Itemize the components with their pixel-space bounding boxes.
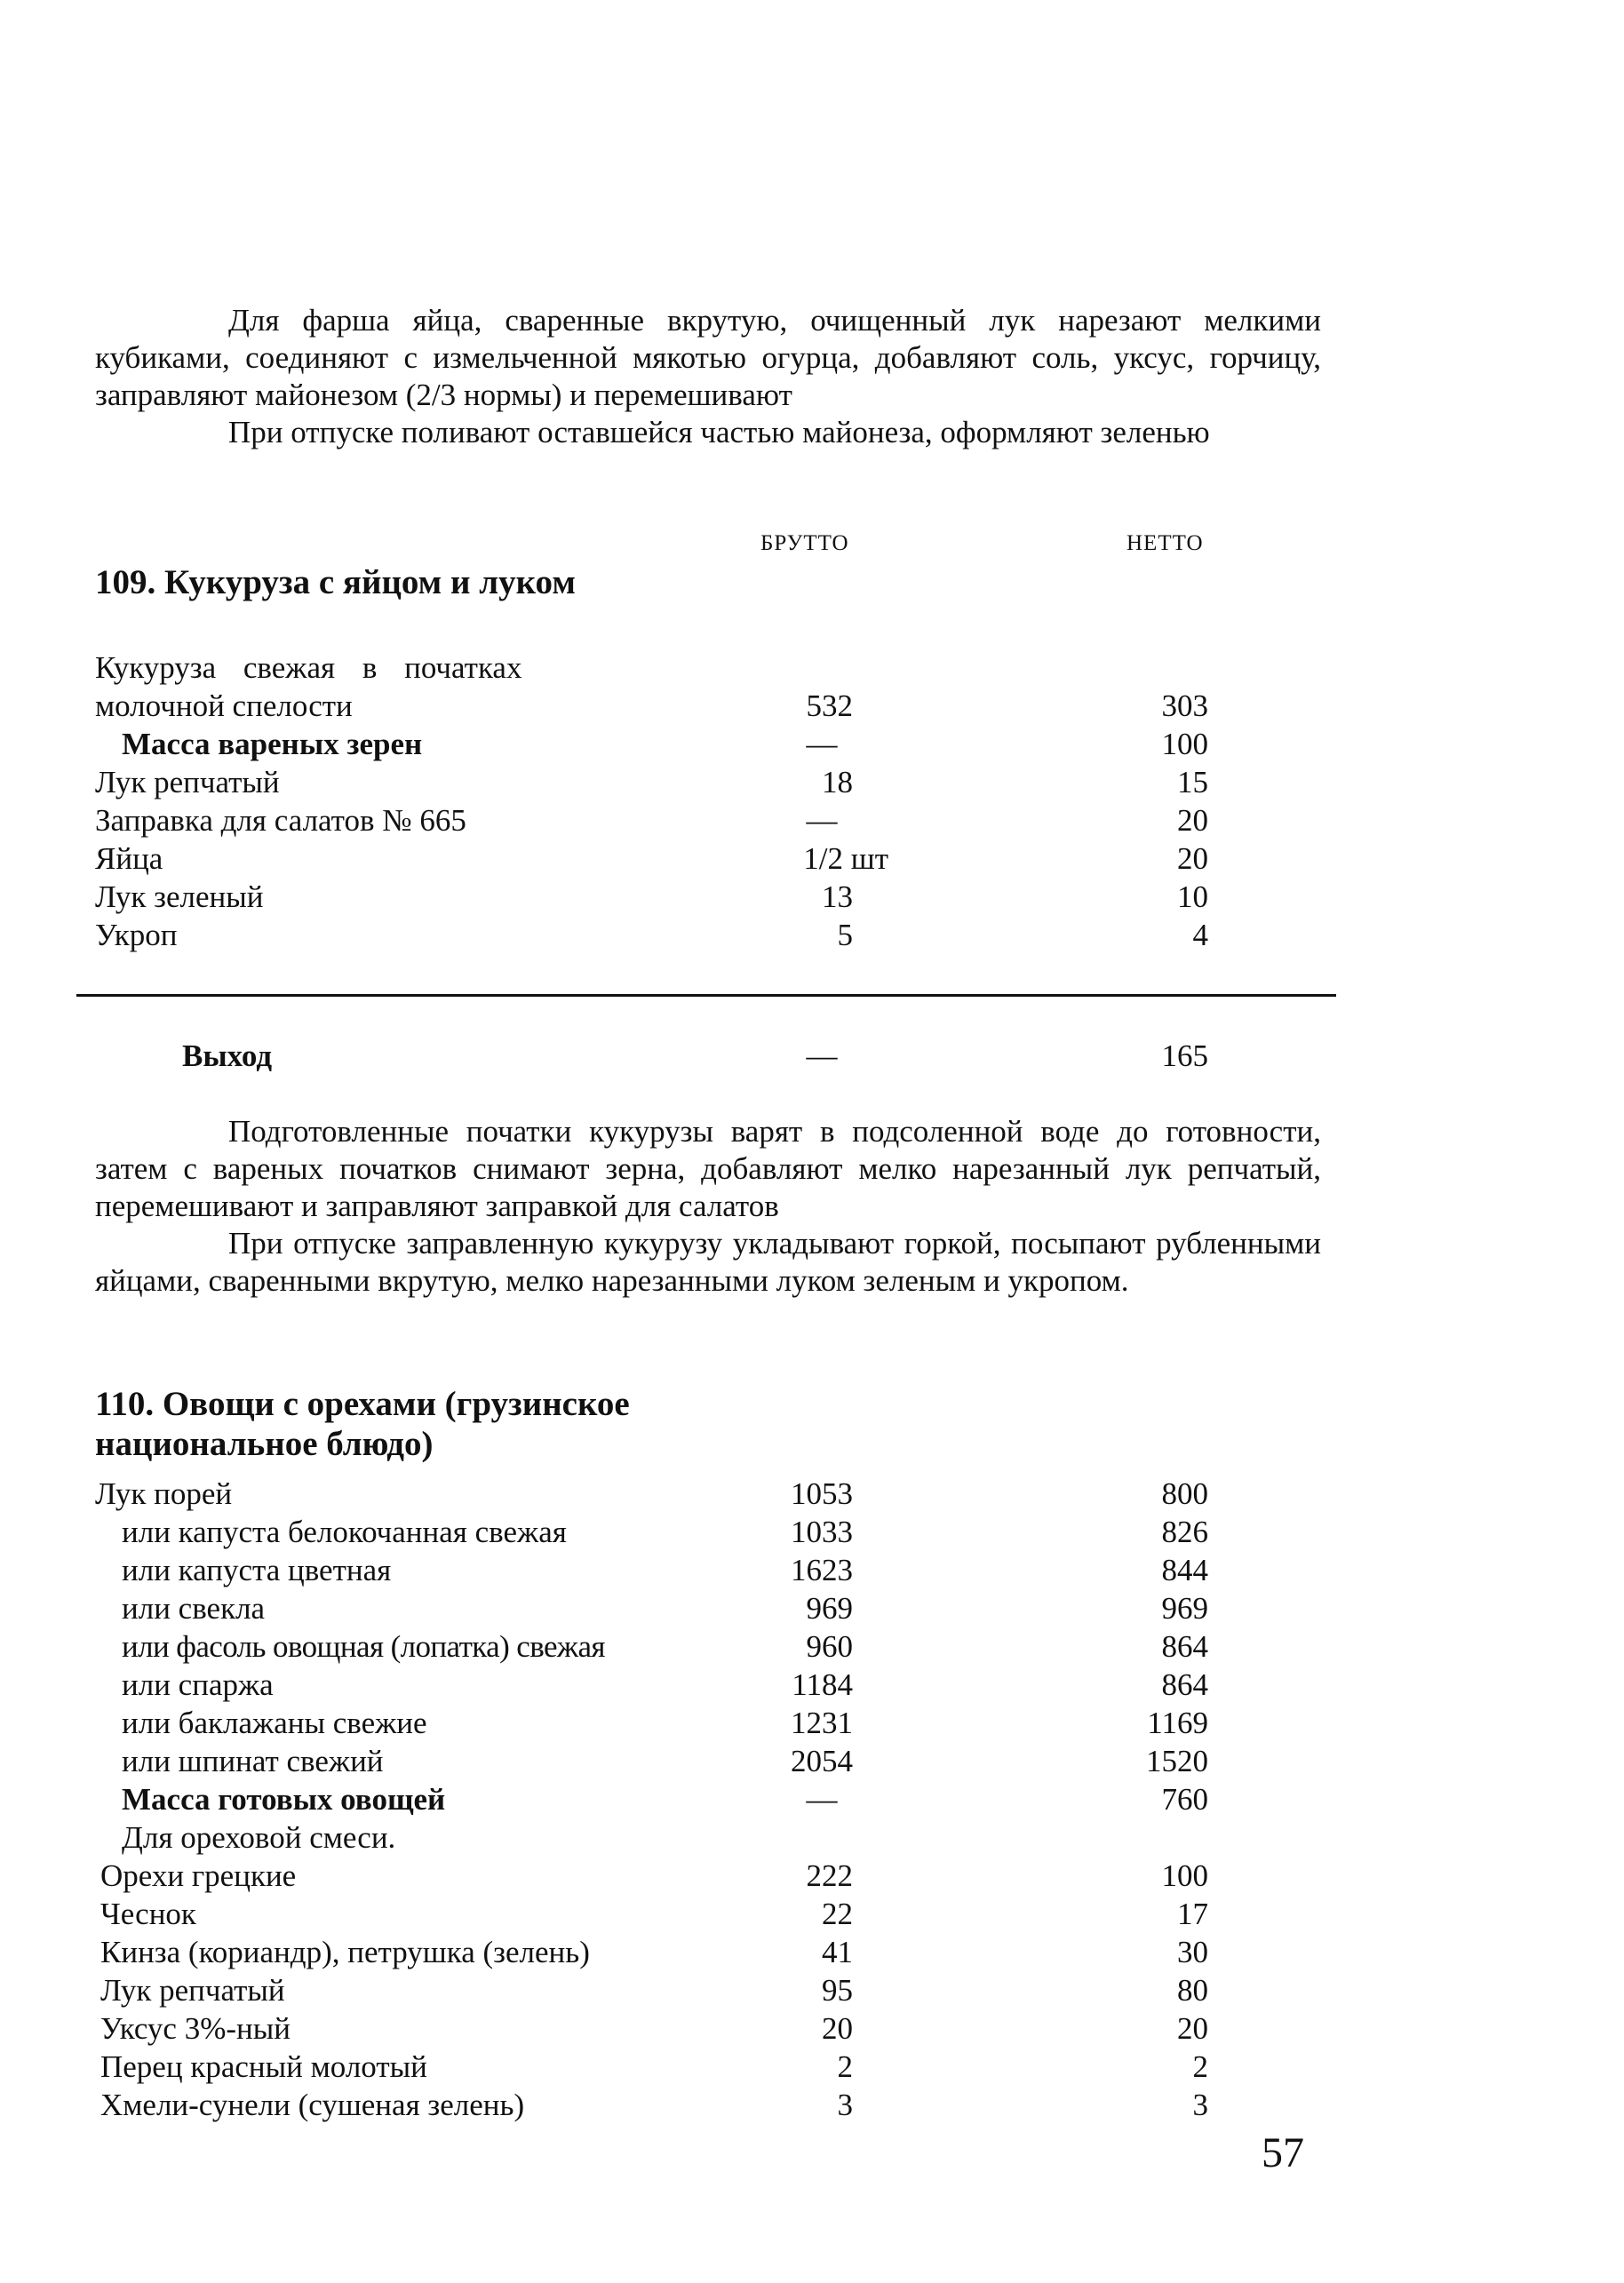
brutto-value: 22	[822, 1897, 853, 1931]
netto-value: 20	[1177, 841, 1208, 876]
yield-brutto: —	[806, 1038, 838, 1073]
ingredient-name: Уксус 3%-ный	[100, 2011, 291, 2046]
ingredient-name: Кукуруза свежая в початках	[95, 650, 522, 685]
brutto-value: —	[806, 803, 838, 838]
brutto-value: 18	[822, 765, 853, 799]
ingredient-name: или спаржа	[122, 1667, 274, 1702]
ingredient-name: Лук порей	[95, 1476, 233, 1511]
netto-value: 864	[1161, 1667, 1208, 1702]
netto-value: 2	[1192, 2049, 1208, 2084]
yield-label: Выход	[182, 1038, 273, 1073]
recipe-109-method	[95, 1113, 1321, 1300]
netto-value: 844	[1161, 1553, 1208, 1587]
netto-value: 3	[1192, 2088, 1208, 2122]
netto-value: 10	[1177, 879, 1208, 914]
brutto-value: 222	[806, 1858, 853, 1893]
brutto-value: 969	[806, 1591, 853, 1626]
ingredient-name: или баклажаны свежие	[122, 1706, 427, 1740]
ingredient-name: Лук репчатый	[95, 765, 280, 799]
netto-value: 800	[1161, 1476, 1208, 1511]
column-header-netto: НЕТТО	[1126, 531, 1204, 555]
intro-paragraph-1: Для фарша яйца, сваренные вкрутую, очищенный лук нарезают мелкими кубиками, соединяют с измельченной мякотью огурца, добавляют соль, уксус, горчицу, заправляют майонезом (2/3 нормы) и перемешивают	[95, 303, 1321, 412]
netto-value: 15	[1177, 765, 1208, 799]
brutto-value: 532	[806, 688, 853, 723]
ingredient-name: или капуста цветная	[122, 1553, 392, 1587]
brutto-value: 1623	[791, 1553, 853, 1587]
intro-text	[95, 302, 1321, 451]
method-paragraph-1: Подготовленные початки кукурузы варят в подсоленной воде до готовности, затем с вареных початков снимают зерна, добавляют мелко нарезанный лук репчатый, перемешивают и заправляют заправкой для салатов	[95, 1114, 1321, 1223]
brutto-value: 1231	[791, 1706, 853, 1740]
brutto-value: 1/2 шт	[803, 841, 888, 876]
ingredient-name: Перец красный молотый	[100, 2049, 427, 2084]
brutto-value: 41	[822, 1935, 853, 1969]
netto-value: 969	[1161, 1591, 1208, 1626]
netto-value: 100	[1161, 1858, 1208, 1893]
ingredient-name: Масса вареных зерен	[122, 727, 423, 761]
ingredient-name: Для ореховой смеси.	[122, 1820, 396, 1855]
netto-value: 1520	[1146, 1744, 1208, 1778]
page-number: 57	[1262, 2129, 1304, 2176]
ingredient-name: Масса готовых овощей	[122, 1782, 446, 1817]
brutto-value: 960	[806, 1629, 853, 1664]
ingredient-name: Заправка для салатов № 665	[95, 803, 466, 838]
column-header-brutto: БРУТТО	[760, 531, 849, 555]
brutto-value: 95	[822, 1973, 853, 2008]
brutto-value: 1053	[791, 1476, 853, 1511]
ingredient-name: Яйца	[95, 841, 163, 876]
ingredient-name: Чеснок	[100, 1897, 196, 1931]
netto-value: 826	[1161, 1515, 1208, 1549]
brutto-value: 3	[837, 2088, 853, 2122]
ingredient-name: Кинза (кориандр), петрушка (зелень)	[100, 1935, 590, 1969]
ingredient-name: или фасоль овощная (лопатка) свежая	[122, 1629, 605, 1664]
intro-paragraph-2: При отпуске поливают оставшейся частью майонеза, оформляют зеленью	[228, 415, 1210, 449]
ingredient-name: молочной спелости	[95, 688, 353, 723]
netto-value: 864	[1161, 1629, 1208, 1664]
horizontal-rule	[76, 994, 1336, 997]
netto-value: 20	[1177, 803, 1208, 838]
brutto-value: 1033	[791, 1515, 853, 1549]
ingredient-name: Лук зеленый	[95, 879, 264, 914]
brutto-value: —	[806, 1782, 838, 1817]
ingredient-name: или капуста белокочанная свежая	[122, 1515, 567, 1549]
ingredient-name: или свекла	[122, 1591, 266, 1626]
brutto-value: —	[806, 727, 838, 761]
netto-value: 20	[1177, 2011, 1208, 2046]
brutto-value: 5	[837, 918, 853, 952]
brutto-value: 2	[837, 2049, 853, 2084]
brutto-value: 1184	[792, 1667, 853, 1702]
netto-value: 4	[1192, 918, 1208, 952]
ingredient-name: Укроп	[95, 918, 178, 952]
yield-netto: 165	[1161, 1038, 1208, 1073]
netto-value: 760	[1161, 1782, 1208, 1817]
ingredient-name: Орехи грецкие	[100, 1858, 297, 1893]
method-paragraph-2: При отпуске заправленную кукурузу укладывают горкой, посыпают рубленными яйцами, сваренными вкрутую, мелко нарезанными луком зеленым и укропом.	[95, 1226, 1321, 1298]
ingredient-name: Хмели-сунели (сушеная зелень)	[100, 2088, 525, 2122]
netto-value: 80	[1177, 1973, 1208, 2008]
netto-value: 303	[1161, 688, 1208, 723]
netto-value: 30	[1177, 1935, 1208, 1969]
brutto-value: 13	[822, 879, 853, 914]
recipe-109-title: 109. Кукуруза с яйцом и луком	[95, 563, 576, 601]
brutto-value: 20	[822, 2011, 853, 2046]
netto-value: 1169	[1147, 1706, 1208, 1740]
brutto-value: 2054	[791, 1744, 853, 1778]
netto-value: 100	[1161, 727, 1208, 761]
ingredient-name: Лук репчатый	[100, 1973, 285, 2008]
netto-value: 17	[1177, 1897, 1208, 1931]
ingredient-name: или шпинат свежий	[122, 1744, 384, 1778]
recipe-110-title: 110. Овощи с орехами (грузинское национальное блюдо)	[95, 1385, 630, 1463]
